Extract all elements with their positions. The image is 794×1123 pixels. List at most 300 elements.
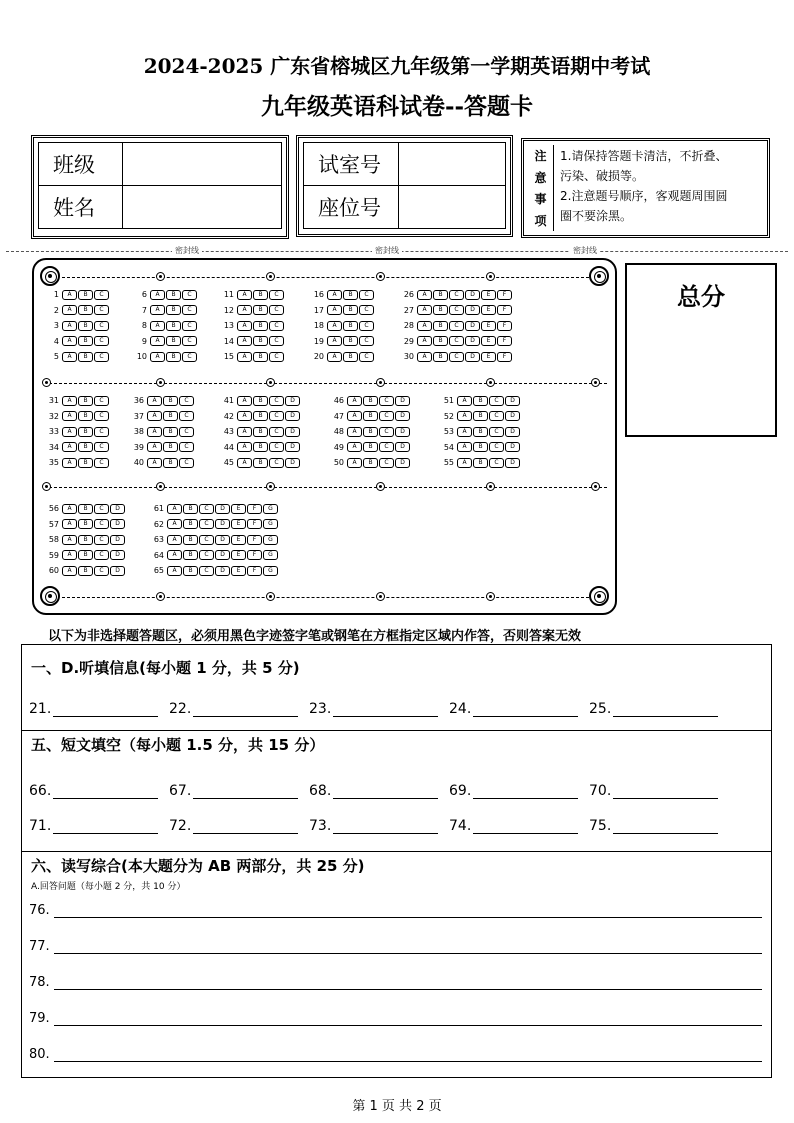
answer-bubble[interactable]: D	[505, 396, 520, 406]
answer-bubble[interactable]: F	[247, 535, 262, 545]
answer-bubble[interactable]: F	[497, 336, 512, 346]
answer-bubble[interactable]: B	[166, 321, 181, 331]
answer-bubble[interactable]: A	[147, 411, 162, 421]
registration-mark	[40, 586, 60, 606]
answer-bubble[interactable]: B	[363, 411, 378, 421]
answer-bubble[interactable]: B	[78, 305, 93, 315]
total-score-box	[625, 263, 777, 437]
answer-bubble[interactable]: A	[62, 396, 77, 406]
answer-bubble[interactable]: D	[465, 305, 480, 315]
answer-bubble[interactable]: D	[395, 427, 410, 437]
answer-bubble[interactable]: C	[269, 442, 284, 452]
answer-bubble[interactable]: A	[237, 396, 252, 406]
answer-bubble[interactable]: A	[347, 442, 362, 452]
blank-item[interactable]: 71.	[29, 818, 169, 834]
answer-bubble[interactable]: C	[94, 566, 109, 576]
answer-bubble[interactable]: B	[163, 396, 178, 406]
answer-bubble[interactable]: F	[247, 519, 262, 529]
answer-bubble[interactable]: D	[110, 550, 125, 560]
seat-field[interactable]	[399, 186, 506, 229]
answer-bubble[interactable]: C	[449, 352, 464, 362]
answer-bubble[interactable]: A	[147, 442, 162, 452]
answer-bubble[interactable]: B	[78, 290, 93, 300]
answer-bubble[interactable]: C	[269, 458, 284, 468]
answer-bubble[interactable]: B	[363, 427, 378, 437]
answer-bubble[interactable]: A	[457, 458, 472, 468]
blank-item[interactable]: 67.	[169, 783, 309, 799]
answer-bubble[interactable]: C	[489, 442, 504, 452]
answer-bubble[interactable]: B	[433, 290, 448, 300]
answer-blank[interactable]	[473, 785, 578, 799]
answer-bubble[interactable]: E	[481, 290, 496, 300]
answer-bubble[interactable]: C	[489, 458, 504, 468]
long-answer-row[interactable]: 77.	[29, 939, 762, 954]
answer-bubble[interactable]: C	[199, 566, 214, 576]
answer-bubble[interactable]: G	[263, 535, 278, 545]
answer-blank[interactable]	[193, 820, 298, 834]
answer-bubble[interactable]: A	[347, 458, 362, 468]
answer-bubble[interactable]: F	[247, 566, 262, 576]
answer-bubble[interactable]: C	[359, 290, 374, 300]
answer-bubble[interactable]: B	[433, 305, 448, 315]
answer-bubble[interactable]: C	[94, 535, 109, 545]
answer-bubble[interactable]: D	[395, 442, 410, 452]
answer-bubble[interactable]: B	[343, 352, 358, 362]
answer-bubble[interactable]: B	[183, 535, 198, 545]
answer-bubble[interactable]: C	[94, 396, 109, 406]
answer-bubble[interactable]: B	[343, 290, 358, 300]
answer-bubble[interactable]: B	[163, 458, 178, 468]
answer-bubble[interactable]: A	[167, 519, 182, 529]
answer-bubble[interactable]: C	[449, 290, 464, 300]
answer-bubble[interactable]: A	[62, 504, 77, 514]
answer-bubble[interactable]: A	[347, 427, 362, 437]
answer-bubble[interactable]: B	[183, 504, 198, 514]
answer-bubble[interactable]: B	[253, 427, 268, 437]
answer-bubble[interactable]: C	[269, 321, 284, 331]
answer-bubble[interactable]: A	[237, 321, 252, 331]
answer-bubble[interactable]: B	[78, 396, 93, 406]
answer-bubble[interactable]: A	[237, 411, 252, 421]
question-number: 32	[48, 411, 59, 421]
answer-bubble[interactable]: C	[379, 458, 394, 468]
answer-bubble[interactable]: C	[269, 396, 284, 406]
answer-bubble[interactable]: D	[505, 442, 520, 452]
answer-bubble[interactable]: C	[182, 290, 197, 300]
question-row	[209, 442, 300, 453]
answer-bubble[interactable]: E	[231, 504, 246, 514]
answer-bubble[interactable]: E	[481, 352, 496, 362]
answer-blank[interactable]	[53, 785, 158, 799]
answer-bubble[interactable]: G	[263, 566, 278, 576]
answer-bubble[interactable]: G	[263, 519, 278, 529]
answer-bubble[interactable]: D	[395, 458, 410, 468]
answer-bubble[interactable]: A	[417, 352, 432, 362]
answer-bubble[interactable]: A	[62, 352, 77, 362]
name-field[interactable]	[123, 186, 282, 229]
answer-bubble[interactable]: A	[237, 458, 252, 468]
answer-bubble[interactable]: A	[62, 458, 77, 468]
answer-bubble[interactable]: E	[481, 336, 496, 346]
answer-bubble[interactable]: E	[231, 566, 246, 576]
answer-bubble[interactable]: B	[163, 427, 178, 437]
answer-bubble[interactable]: B	[363, 442, 378, 452]
answer-bubble[interactable]: B	[343, 321, 358, 331]
answer-bubble[interactable]: B	[183, 519, 198, 529]
answer-blank[interactable]	[193, 785, 298, 799]
answer-bubble[interactable]: A	[237, 427, 252, 437]
answer-bubble[interactable]: A	[237, 336, 252, 346]
alignment-mark	[486, 592, 495, 601]
alignment-mark	[591, 378, 600, 387]
answer-bubble[interactable]: E	[231, 535, 246, 545]
answer-bubble[interactable]: D	[110, 535, 125, 545]
answer-bubble[interactable]: B	[166, 336, 181, 346]
answer-bubble[interactable]: B	[473, 411, 488, 421]
answer-blank[interactable]	[333, 820, 438, 834]
answer-bubble[interactable]: B	[183, 550, 198, 560]
answer-bubble[interactable]: B	[166, 290, 181, 300]
answer-bubble[interactable]: B	[163, 411, 178, 421]
answer-bubble[interactable]: C	[94, 504, 109, 514]
answer-bubble[interactable]: A	[347, 396, 362, 406]
long-answer-row[interactable]: 76.	[29, 903, 762, 918]
answer-bubble[interactable]: F	[497, 290, 512, 300]
answer-bubble[interactable]: C	[269, 427, 284, 437]
answer-bubble[interactable]: A	[347, 411, 362, 421]
answer-bubble[interactable]: A	[457, 442, 472, 452]
answer-bubble[interactable]: B	[78, 442, 93, 452]
answer-bubble[interactable]: C	[269, 290, 284, 300]
blank-item[interactable]: 70.	[589, 783, 729, 799]
answer-bubble[interactable]: A	[62, 566, 77, 576]
exam-title: 2024-2025 广东省榕城区九年级第一学期英语期中考试	[143, 54, 651, 78]
answer-bubble[interactable]: C	[94, 427, 109, 437]
question-row	[389, 305, 512, 316]
answer-bubble[interactable]: A	[327, 336, 342, 346]
answer-bubble[interactable]: C	[379, 427, 394, 437]
answer-line[interactable]	[54, 905, 762, 918]
answer-bubble[interactable]: D	[215, 566, 230, 576]
answer-bubble[interactable]: F	[497, 352, 512, 362]
answer-bubble[interactable]: A	[147, 458, 162, 468]
answer-bubble[interactable]: C	[94, 411, 109, 421]
answer-bubble[interactable]: D	[285, 396, 300, 406]
answer-bubble[interactable]: A	[417, 321, 432, 331]
answer-bubble[interactable]: B	[78, 321, 93, 331]
answer-bubble[interactable]: A	[237, 290, 252, 300]
answer-bubble[interactable]: A	[327, 352, 342, 362]
answer-bubble[interactable]: B	[78, 519, 93, 529]
answer-bubble[interactable]: A	[417, 336, 432, 346]
answer-bubble[interactable]: A	[62, 427, 77, 437]
answer-bubble[interactable]: G	[263, 550, 278, 560]
alignment-line	[62, 597, 589, 598]
answer-bubble[interactable]: D	[285, 442, 300, 452]
answer-bubble[interactable]: C	[199, 535, 214, 545]
answer-bubble[interactable]: D	[110, 566, 125, 576]
answer-bubble[interactable]: A	[62, 550, 77, 560]
answer-bubble[interactable]: B	[78, 458, 93, 468]
answer-bubble[interactable]: D	[395, 396, 410, 406]
answer-bubble[interactable]: A	[62, 305, 77, 315]
answer-bubble[interactable]: A	[237, 305, 252, 315]
answer-bubble[interactable]: C	[94, 305, 109, 315]
answer-bubble[interactable]: A	[237, 352, 252, 362]
answer-bubble[interactable]: C	[359, 336, 374, 346]
question-number: 7	[141, 305, 147, 315]
notes-heading: 注 意 事 项	[528, 145, 554, 231]
answer-bubble[interactable]: C	[269, 411, 284, 421]
answer-blank[interactable]	[473, 703, 578, 717]
answer-bubble[interactable]: D	[505, 411, 520, 421]
total-score-label: 总分	[677, 283, 725, 311]
answer-bubble[interactable]: B	[183, 566, 198, 576]
answer-bubble[interactable]: A	[62, 290, 77, 300]
answer-blank[interactable]	[333, 785, 438, 799]
answer-bubble[interactable]: C	[182, 305, 197, 315]
answer-bubble[interactable]: A	[417, 305, 432, 315]
answer-line[interactable]	[54, 1013, 762, 1026]
answer-bubble[interactable]: B	[253, 411, 268, 421]
room-field[interactable]	[399, 143, 506, 186]
answer-bubble[interactable]: B	[78, 352, 93, 362]
blank-item[interactable]: 73.	[309, 818, 449, 834]
answer-bubble[interactable]: D	[110, 519, 125, 529]
answer-blank[interactable]	[613, 703, 718, 717]
answer-bubble[interactable]: B	[473, 427, 488, 437]
answer-bubble[interactable]: A	[62, 442, 77, 452]
answer-bubble[interactable]: B	[78, 427, 93, 437]
answer-bubble[interactable]: F	[247, 504, 262, 514]
blank-item[interactable]: 69.	[449, 783, 589, 799]
answer-bubble[interactable]: C	[379, 411, 394, 421]
answer-bubble[interactable]: D	[465, 336, 480, 346]
answer-bubble[interactable]: A	[150, 305, 165, 315]
section-divider	[22, 730, 771, 731]
answer-bubble[interactable]: C	[179, 442, 194, 452]
answer-bubble[interactable]: A	[62, 411, 77, 421]
answer-bubble[interactable]: C	[489, 427, 504, 437]
answer-bubble[interactable]: G	[263, 504, 278, 514]
answer-bubble[interactable]: B	[166, 352, 181, 362]
answer-bubble[interactable]: A	[150, 352, 165, 362]
answer-bubble[interactable]: B	[363, 458, 378, 468]
answer-bubble[interactable]: D	[285, 411, 300, 421]
answer-line[interactable]	[54, 1049, 762, 1062]
answer-bubble[interactable]: B	[473, 442, 488, 452]
question-number: 12	[223, 305, 234, 315]
answer-bubble[interactable]: F	[497, 305, 512, 315]
answer-bubble[interactable]: B	[473, 458, 488, 468]
answer-bubble[interactable]: D	[215, 550, 230, 560]
answer-bubble[interactable]: A	[147, 427, 162, 437]
question-number: 28	[403, 321, 414, 330]
answer-bubble[interactable]: C	[199, 550, 214, 560]
answer-bubble[interactable]: A	[150, 321, 165, 331]
long-answer-row[interactable]: 79.	[29, 1011, 762, 1026]
blank-item[interactable]: 66.	[29, 783, 169, 799]
question-row	[319, 457, 410, 468]
answer-bubble[interactable]: B	[253, 352, 268, 362]
answer-bubble[interactable]: C	[182, 336, 197, 346]
answer-bubble[interactable]: C	[489, 411, 504, 421]
answer-bubble[interactable]: C	[359, 305, 374, 315]
answer-bubble[interactable]: C	[379, 442, 394, 452]
answer-bubble[interactable]: D	[395, 411, 410, 421]
question-number: 14	[223, 336, 234, 346]
answer-bubble[interactable]: C	[94, 442, 109, 452]
answer-bubble[interactable]: A	[457, 411, 472, 421]
answer-bubble[interactable]: D	[505, 458, 520, 468]
answer-bubble[interactable]: D	[465, 352, 480, 362]
answer-bubble[interactable]: D	[215, 519, 230, 529]
class-field[interactable]	[123, 143, 282, 186]
answer-bubble[interactable]: C	[179, 411, 194, 421]
answer-bubble[interactable]: C	[94, 336, 109, 346]
answer-bubble[interactable]: B	[253, 321, 268, 331]
answer-bubble[interactable]: C	[359, 352, 374, 362]
answer-bubble[interactable]: C	[269, 352, 284, 362]
answer-bubble[interactable]: E	[231, 519, 246, 529]
long-answer-row[interactable]: 80.	[29, 1047, 762, 1062]
answer-blank[interactable]	[53, 820, 158, 834]
answer-bubble[interactable]: E	[481, 305, 496, 315]
answer-bubble[interactable]: A	[167, 535, 182, 545]
answer-bubble[interactable]: A	[62, 519, 77, 529]
answer-bubble[interactable]: A	[417, 290, 432, 300]
answer-bubble[interactable]: A	[457, 427, 472, 437]
answer-bubble[interactable]: A	[147, 396, 162, 406]
blank-item[interactable]: 25.	[589, 701, 729, 717]
answer-bubble[interactable]: D	[215, 504, 230, 514]
answer-blank[interactable]	[333, 703, 438, 717]
answer-blank[interactable]	[613, 820, 718, 834]
question-row	[209, 457, 300, 468]
question-number: 17	[313, 305, 324, 315]
answer-bubble[interactable]: B	[78, 336, 93, 346]
answer-bubble[interactable]: C	[449, 305, 464, 315]
answer-bubble[interactable]: C	[94, 352, 109, 362]
blank-item[interactable]: 68.	[309, 783, 449, 799]
answer-bubble[interactable]: B	[253, 290, 268, 300]
answer-blank[interactable]	[193, 703, 298, 717]
answer-bubble[interactable]: C	[94, 321, 109, 331]
answer-bubble[interactable]: C	[449, 336, 464, 346]
answer-bubble[interactable]: A	[327, 321, 342, 331]
answer-bubble[interactable]: D	[465, 290, 480, 300]
question-row	[319, 426, 410, 437]
answer-bubble[interactable]: B	[78, 411, 93, 421]
answer-bubble[interactable]: A	[237, 442, 252, 452]
answer-bubble[interactable]: A	[62, 535, 77, 545]
answer-bubble[interactable]: B	[253, 442, 268, 452]
blank-item[interactable]: 72.	[169, 818, 309, 834]
answer-blank[interactable]	[613, 785, 718, 799]
answer-bubble[interactable]: A	[327, 290, 342, 300]
answer-bubble[interactable]: B	[78, 550, 93, 560]
answer-bubble[interactable]: A	[150, 290, 165, 300]
blank-item[interactable]: 75.	[589, 818, 729, 834]
answer-bubble[interactable]: D	[110, 504, 125, 514]
answer-bubble[interactable]: C	[94, 550, 109, 560]
answer-bubble[interactable]: B	[343, 336, 358, 346]
answer-bubble[interactable]: D	[215, 535, 230, 545]
answer-bubble[interactable]: B	[433, 352, 448, 362]
blank-item[interactable]: 74.	[449, 818, 589, 834]
answer-bubble[interactable]: C	[379, 396, 394, 406]
answer-bubble[interactable]: C	[269, 336, 284, 346]
answer-bubble[interactable]: F	[497, 321, 512, 331]
question-number: 47	[333, 411, 344, 421]
answer-blank[interactable]	[53, 703, 158, 717]
answer-bubble[interactable]: B	[166, 305, 181, 315]
answer-bubble[interactable]: B	[343, 305, 358, 315]
answer-bubble[interactable]: C	[182, 352, 197, 362]
answer-bubble[interactable]: B	[253, 305, 268, 315]
answer-bubble[interactable]: C	[179, 458, 194, 468]
answer-bubble[interactable]: A	[167, 566, 182, 576]
blank-item[interactable]: 21.	[29, 701, 169, 717]
answer-bubble[interactable]: B	[78, 535, 93, 545]
answer-bubble[interactable]: C	[359, 321, 374, 331]
answer-bubble[interactable]: B	[473, 396, 488, 406]
answer-bubble[interactable]: C	[199, 519, 214, 529]
answer-bubble[interactable]: B	[78, 504, 93, 514]
answer-bubble[interactable]: B	[433, 336, 448, 346]
blank-item[interactable]: 24.	[449, 701, 589, 717]
answer-bubble[interactable]: A	[62, 336, 77, 346]
answer-bubble[interactable]: A	[327, 305, 342, 315]
answer-bubble[interactable]: C	[199, 504, 214, 514]
long-answer-row[interactable]: 78.	[29, 975, 762, 990]
answer-bubble[interactable]: C	[269, 305, 284, 315]
answer-bubble[interactable]: B	[78, 566, 93, 576]
blank-item[interactable]: 23.	[309, 701, 449, 717]
answer-bubble[interactable]: F	[247, 550, 262, 560]
answer-bubble[interactable]: D	[285, 427, 300, 437]
answer-bubble[interactable]: D	[505, 427, 520, 437]
answer-bubble[interactable]: D	[285, 458, 300, 468]
answer-bubble[interactable]: A	[150, 336, 165, 346]
answer-bubble[interactable]: D	[465, 321, 480, 331]
answer-line[interactable]	[54, 977, 762, 990]
answer-bubble[interactable]: B	[253, 396, 268, 406]
answer-bubble[interactable]: C	[94, 458, 109, 468]
answer-bubble[interactable]: C	[449, 321, 464, 331]
answer-bubble[interactable]: B	[433, 321, 448, 331]
answer-bubble[interactable]: C	[182, 321, 197, 331]
answer-bubble[interactable]: B	[163, 442, 178, 452]
answer-bubble[interactable]: C	[94, 290, 109, 300]
answer-bubble[interactable]: B	[253, 458, 268, 468]
answer-bubble[interactable]: E	[231, 550, 246, 560]
answer-bubble[interactable]: C	[94, 519, 109, 529]
answer-bubble[interactable]: B	[253, 336, 268, 346]
answer-bubble[interactable]: C	[179, 427, 194, 437]
blank-item[interactable]: 22.	[169, 701, 309, 717]
answer-bubble[interactable]: A	[457, 396, 472, 406]
answer-line[interactable]	[54, 941, 762, 954]
answer-bubble[interactable]: C	[179, 396, 194, 406]
answer-bubble[interactable]: C	[489, 396, 504, 406]
answer-bubble[interactable]: B	[363, 396, 378, 406]
answer-bubble[interactable]: A	[167, 504, 182, 514]
answer-bubble[interactable]: A	[167, 550, 182, 560]
answer-bubble[interactable]: E	[481, 321, 496, 331]
answer-bubble[interactable]: A	[62, 321, 77, 331]
answer-blank[interactable]	[473, 820, 578, 834]
